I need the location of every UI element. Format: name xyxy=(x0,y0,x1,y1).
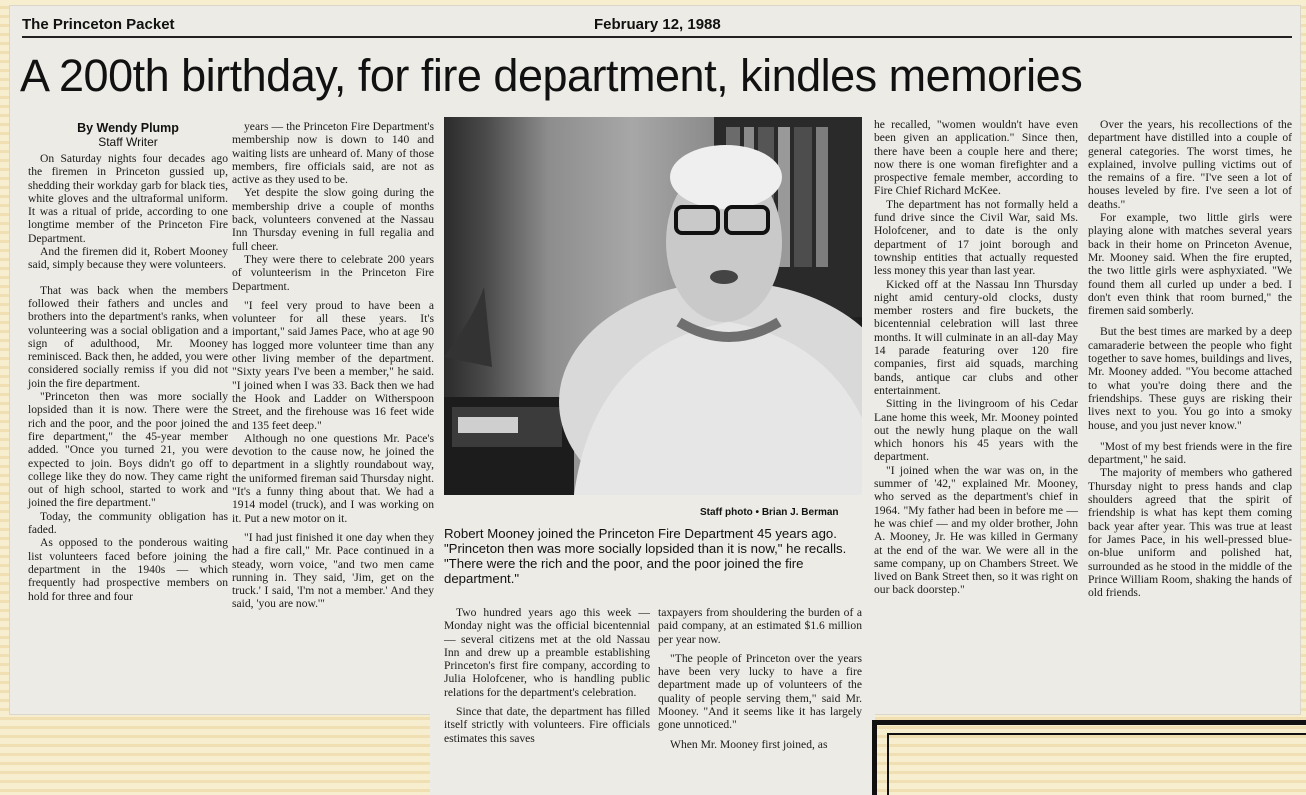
paragraph: "I had just finished it one day when they had a fire call," Mr. Pace continued in a steady, worn voice, "and two men came running in. They said, 'Jim, get on the truck.' I said, 'I'm not a member.' And they said, 'you are now.'" xyxy=(232,530,434,611)
paragraph: Kicked off at the Nassau Inn Thursday night amid century-old clocks, dusty member rosters and fire buckets, the bicentennial celebration will last three months. It will culminate in an all-day May 14 parade featuring over 120 fire companies, first aid squads, marching bands, antique car clubs and other entertainment. xyxy=(874,277,1078,397)
paragraph: As opposed to the ponderous waiting list volunteers faced before joining the department in the 1940s — which frequently had prospective members on hold for three and four xyxy=(28,536,228,603)
paragraph: Yet despite the slow going during the membership drive a couple of months back, volunteers convened at the Nassau Inn Thursday evening in full regalia and full cheer. xyxy=(232,186,434,253)
paragraph: But the best times are marked by a deep camaraderie between the people who fight together to save homes, buildings and lives, Mr. Mooney added. "You become attached to what you're doing there and the friendships. These guys are risking their lives next to you. You go into a smoky house, and you just never know." xyxy=(1088,325,1292,432)
paragraph: That was back when the members followed their fathers and uncles and brothers into the department's ranks, when volunteering was a social obligation and a sign of adulthood, Mr. Mooney reminisced. Back then, he added, you were considered socially remiss if you did not join the fire department. xyxy=(28,283,228,390)
paragraph: Sitting in the livingroom of his Cedar Lane home this week, Mr. Mooney pointed out the newly hung plaque on the wall which honors his 45 years with the department. xyxy=(874,397,1078,464)
paragraph: "Princeton then was more socially lopsided than it is now. There were the rich and the poor, and the poor joined the fire department," the 45-year member added. "Once you turned 21, you were expected to join. Boys didn't go off to college like they do now. They came right out of high school, started to work and joined the fire department." xyxy=(28,390,228,510)
paragraph: On Saturday nights four decades ago the firemen in Princeton gussied up, shedding their workday garb for black ties, white gloves and the ultraformal uniform. It was a ritual of pride, according to one longtime member of the Princeton Fire Department. xyxy=(28,152,228,245)
article-column-5 xyxy=(874,118,1078,597)
paragraph: And the firemen did it, Robert Mooney said, simply because they were volunteers. xyxy=(28,245,228,272)
paragraph: The department has not formally held a fund drive since the Civil War, said Ms. Holofcener, and to date is the only department of 17 joint borough and township entities that actually requested less money this year than last year. xyxy=(874,197,1078,278)
byline-author: By Wendy Plump xyxy=(77,121,179,135)
byline-role: Staff Writer xyxy=(98,135,158,149)
paragraph: They were there to celebrate 200 years of volunteerism in the Princeton Fire Department. xyxy=(232,252,434,293)
paragraph: he recalled, "women wouldn't have even been given an application." Since then, there have been a couple here and there; now there is one woman firefighter and a prospective female member, according to Fire Chief Richard McKee. xyxy=(874,118,1078,198)
paragraph: The majority of members who gathered Thursday night to press hands and clap shoulders agreed that the spirit of friendship is what has kept them coming back year after year. This was true at least for James Pace, in his well-pressed blue-on-blue uniform and polished hat, surrounded as he stood in the middle of the Prince William Room, shaking the hands of old friends. xyxy=(1088,466,1292,600)
article-column-3 xyxy=(444,606,650,745)
paragraph: Two hundred years ago this week — Monday night was the official bicentennial — several citizens met at the old Nassau Inn and drew up a preamble establishing Princeton's first fire company, according to Julia Holofcener, who is handling public relations for the department's celebration. xyxy=(444,606,650,699)
paragraph: When Mr. Mooney first joined, as xyxy=(670,737,828,751)
paragraph: For example, two little girls were playing alone with matches several years back in their home on Princeton Avenue, Mr. Mooney said. When the fire erupted, the two little girls were asphyxiated. "We found them all curled up under a bed. I don't even think that room burned," the firemen said somberly. xyxy=(1088,211,1292,318)
paragraph: "The people of Princeton over the years have been very lucky to have a fire department made up of volunteers of the quality of people serving them," said Mr. Mooney. "And it seems like it has largely gone unnoticed." xyxy=(658,651,862,732)
portrait-illustration xyxy=(444,117,862,495)
paragraph: "I joined when the war was on, in the summer of '42," explained Mr. Mooney, who served as the department's chief in 1964. "My father had been in before me — he was chief — and my older brother, John A. Mooney, Jr. He was killed in Germany at the end of the war. We were all in the same company, up on Chambers Street. We lived on Bank Street then, so it was right on our back doorstep." xyxy=(874,463,1078,597)
article-photo xyxy=(444,117,862,495)
header-rule xyxy=(22,36,1292,38)
paragraph: "I feel very proud to have been a volunteer for all these years. It's important," said James Pace, who at age 90 has logged more volunteer time than any other living member of the department. "Sixty years I've been a member," he said. "I joined when I was 33. Back then we had the Hook and Ladder on Witherspoon Street, and the firehouse was 16 feet wide and 135 feet deep." xyxy=(232,298,434,432)
caption-text: Robert Mooney joined the Princeton Fire Department 45 years ago. "Princeton then was more socially lopsided than it is now," he recalls. "There were the rich and the poor, and the poor joined the fire department." xyxy=(444,526,847,586)
paragraph: Although no one questions Mr. Pace's devotion to the cause now, he joined the department in a slightly roundabout way, the uniformed fireman said Thursday night. "It's a funny thing about that. We had a 1914 model (truck), and I was working on it. Put a new motor on it. xyxy=(232,431,434,525)
article-column-4 xyxy=(658,606,862,751)
photo-caption xyxy=(444,526,864,586)
paragraph: Today, the community obligation has faded. xyxy=(28,509,228,537)
photo-credit: Staff photo • Brian J. Berman xyxy=(700,507,839,518)
paragraph: taxpayers from shouldering the burden of a paid company, at an estimated $1.6 million per year now. xyxy=(658,606,862,646)
article-column-2 xyxy=(232,120,434,611)
issue-date: February 12, 1988 xyxy=(594,16,721,33)
headline: A 200th birthday, for fire department, kindles memories xyxy=(20,50,1083,101)
newspaper-name: The Princeton Packet xyxy=(22,16,175,33)
paragraph: Since that date, the department has filled itself strictly with volunteers. Fire officials estimates this saves xyxy=(444,705,650,745)
page-corner-border-inner xyxy=(887,733,1306,795)
paragraph: Over the years, his recollections of the department have distilled into a couple of general categories. The worst times, he explained, involve pulling victims out of the remains of a fire. "I've seen a lot of houses leveled by fire. I've seen a lot of deaths." xyxy=(1088,118,1292,211)
paragraph: "Most of my best friends were in the fire department," he said. xyxy=(1088,439,1292,467)
article-column-6 xyxy=(1088,118,1292,599)
article-column-1 xyxy=(28,152,228,603)
paragraph: years — the Princeton Fire Department's membership now is down to 140 and waiting lists are unheard of. Many of those members, fire officials said, are not as active as they used to be. xyxy=(232,120,434,187)
